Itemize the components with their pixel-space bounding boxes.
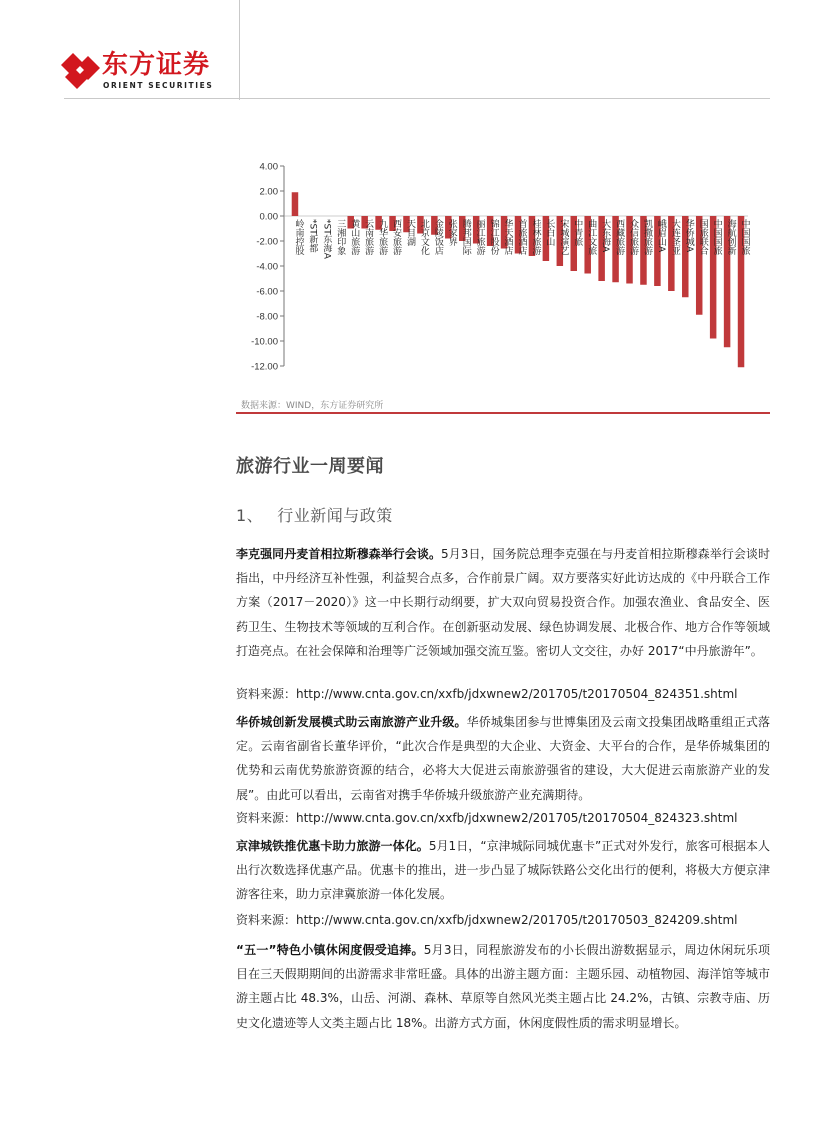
news-source-1: 资料来源：http://www.cnta.gov.cn/xxfb/jdxwnew2/201705/t20170504_824351.shtml bbox=[236, 687, 738, 701]
y-tick-label: -4.00 bbox=[256, 261, 278, 273]
category-label: 锦江股份 bbox=[488, 219, 499, 255]
news-item-2 bbox=[236, 710, 770, 807]
header-divider-vertical bbox=[239, 0, 240, 100]
category-label: 大连圣亚 bbox=[669, 219, 680, 255]
category-label: *ST新都 bbox=[307, 219, 318, 253]
category-label: 中青旅 bbox=[572, 219, 583, 246]
news-body: 华侨城集团参与世博集团及云南文投集团战略重组正式落定。云南省副省长董华评价，“此次合作是典型的大企业、大资金、大平台的合作，是华侨城集团的优势和云南优势旅游资源的结合，必将大大促进云南旅游强省的建设，大大促进云南旅游产业的发展”。由此可以看出，云南省对携手华侨城升级旅游产业充满期待。 bbox=[236, 715, 770, 802]
news-source-2: 资料来源：http://www.cnta.gov.cn/xxfb/jdxwnew2/201705/t20170504_824323.shtml bbox=[236, 811, 738, 825]
category-label: 曲江文旅 bbox=[586, 219, 597, 255]
news-headline: 京津城铁推优惠卡助力旅游一体化。 bbox=[236, 839, 429, 853]
category-label: 天目湖 bbox=[404, 219, 415, 246]
category-label: 腾邦国际 bbox=[460, 219, 471, 255]
category-label: 大东海A bbox=[600, 219, 611, 253]
news-item-3 bbox=[236, 834, 770, 907]
category-label: 三湘印象 bbox=[335, 219, 346, 255]
logo-chinese-text: 东方证券 bbox=[102, 50, 211, 80]
y-tick-label: 4.00 bbox=[259, 161, 278, 173]
subsection-number: 1、 bbox=[236, 506, 264, 525]
category-label: 华侨城A bbox=[683, 219, 694, 253]
category-label: 峨眉山A bbox=[655, 219, 666, 253]
news-source-3: 资料来源：http://www.cnta.gov.cn/xxfb/jdxwnew2/201705/t20170503_824209.shtml bbox=[236, 913, 738, 927]
category-label: 华天酒店 bbox=[502, 219, 513, 255]
stock-change-bar-chart bbox=[236, 155, 770, 385]
news-headline: 华侨城创新发展模式助云南旅游产业升级。 bbox=[236, 715, 467, 729]
subsection-title bbox=[236, 503, 393, 526]
section-title: 旅游行业一周要闻 bbox=[236, 456, 384, 477]
y-tick-label: -6.00 bbox=[256, 286, 278, 298]
category-label: 众信旅游 bbox=[628, 219, 639, 255]
y-tick-label: -12.00 bbox=[251, 361, 278, 373]
category-label: 凯撒旅游 bbox=[641, 219, 652, 255]
subsection-text: 行业新闻与政策 bbox=[277, 506, 393, 525]
category-label: 西安旅游 bbox=[391, 219, 402, 255]
y-tick-label: 0.00 bbox=[259, 211, 278, 223]
category-label: 首旅酒店 bbox=[516, 219, 527, 255]
category-label: 长白山 bbox=[544, 219, 555, 246]
news-headline: 李克强同丹麦首相拉斯穆森举行会谈。 bbox=[236, 547, 442, 561]
y-tick-label: 2.00 bbox=[259, 186, 278, 198]
logo-mark-icon bbox=[58, 50, 104, 92]
category-label: 北京文化 bbox=[418, 219, 429, 255]
category-label: 中国国旅 bbox=[739, 219, 750, 255]
orient-securities-logo bbox=[58, 48, 238, 94]
news-item-1 bbox=[236, 542, 770, 663]
news-body: 5月3日，同程旅游发布的小长假出游数据显示，周边休闲玩乐项目在三天假期期间的出游需求非常旺盛。具体的出游主题方面：主题乐园、动植物园、海洋馆等城市游主题占比 48.3%，山岳、河湖、森林、草原等自然风光类主题占比 24.2%，古镇、宗教寺庙、历史文化遗迹等人文类主题占比 18%。出游方式方面，休闲度假性质的需求明显增长。 bbox=[236, 943, 770, 1030]
news-item-4 bbox=[236, 938, 770, 1035]
category-label: 中国国旅 bbox=[711, 219, 722, 255]
category-label: 西藏旅游 bbox=[614, 219, 625, 255]
category-label: 张家界 bbox=[446, 219, 457, 246]
section-rule bbox=[236, 412, 770, 414]
category-label: 国旅联合 bbox=[697, 219, 708, 255]
logo-english-text: ORIENT SECURITIES bbox=[103, 81, 214, 90]
news-headline: “五一”特色小镇休闲度假受追捧。 bbox=[236, 943, 424, 957]
bar bbox=[292, 192, 299, 216]
category-label: 宋城演艺 bbox=[558, 219, 569, 255]
category-label: *ST东海A bbox=[321, 219, 332, 259]
category-label: 桂林旅游 bbox=[530, 219, 541, 255]
y-tick-label: -10.00 bbox=[251, 336, 278, 348]
category-label: 金陵饭店 bbox=[432, 219, 443, 255]
news-body: 5月1日，“京津城际同城优惠卡”正式对外发行，旅客可根据本人出行次数选择优惠产品。优惠卡的推出，进一步凸显了城际铁路公交化出行的便利，将极大方便京津游客往来，助力京津冀旅游一体化发展。 bbox=[236, 839, 770, 902]
category-label: 岭南控股 bbox=[293, 219, 304, 255]
category-label: 丽江旅游 bbox=[474, 219, 485, 255]
chart-source-note: 数据来源：WIND，东方证券研究所 bbox=[241, 401, 384, 411]
y-tick-label: -8.00 bbox=[256, 311, 278, 323]
y-tick-label: -2.00 bbox=[256, 236, 278, 248]
category-label: 海航创新 bbox=[725, 219, 736, 255]
news-body: 5月3日，国务院总理李克强在与丹麦首相拉斯穆森举行会谈时指出，中丹经济互补性强，利益契合点多，合作前景广阔。双方要落实好此访达成的《中丹联合工作方案（2017－2020）》这一中长期行动纲要，扩大双向贸易投资合作。加强农渔业、食品安全、医药卫生、生物技术等领域的互利合作。在创新驱动发展、绿色协调发展、北极合作、地方合作等领域打造亮点。在社会保障和治理等广泛领域加强交流互鉴。密切人文交往，办好 2017“中丹旅游年”。 bbox=[236, 547, 770, 658]
category-label: 九华旅游 bbox=[377, 219, 388, 255]
category-label: 黄山旅游 bbox=[349, 219, 360, 255]
header-divider-horizontal bbox=[64, 98, 770, 99]
category-label: 云南旅游 bbox=[363, 219, 374, 255]
